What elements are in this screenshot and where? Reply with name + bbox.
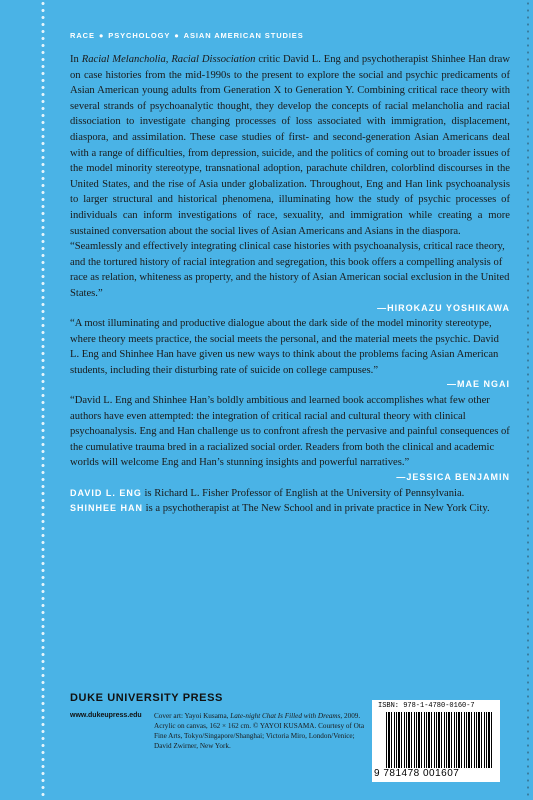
- publisher-website: www.dukeupress.edu: [70, 712, 142, 719]
- credit-prefix: Cover art: Yayoi Kusama,: [154, 712, 231, 720]
- blurb-author-benjamin: —JESSICA BENJAMIN: [396, 472, 510, 483]
- blurb-yoshikawa: “Seamlessly and effectively integrating clinical case histories with psychoanalysis, critical race theory, and the tortured history of racial integration and segregation, this book offers a compelling analysis of race as relation, whiteness as property, and the history of Asian American social exclusion in the United States.”: [70, 241, 510, 299]
- book-description: [70, 52, 510, 239]
- blurb-ngai: “A most illuminating and productive dialogue about the dark side of the model minority stereotype, where theory meets practice, the social meets the personal, and the material meets the psychic. David L. Eng and Shinhee Han have given us new ways to think about the problems facing Asian American students, including their disturbing rate of suicide on college campuses.”: [70, 318, 499, 376]
- author-bios: [70, 486, 510, 517]
- description-body: critic David L. Eng and psychotherapist Shinhee Han draw on case histories from the mid-1990s to the present to explore the social and psychic predicaments of Asian American young adults from Generation X to Generation Y. Combining critical race theory with several strands of psychoanalytic thought, they develop the concepts of racial melancholia and racial dissociation to investigate changing processes of loss associated with immigration, displacement, diaspora, and assimilation. These case studies of first- and second-generation Asian Americans deal with a range of difficulties, from depression, suicide, and the politics of coming out to broader issues of the model minority stereotype, transnational adoption, parachute children, colorblind discourses in the United States, and the rise of Asia under globalization. Throughout, Eng and Han link psychoanalysis to larger structural and historical phenomena, illuminating how the study of psychic processes of individuals can inform investigations of race, sexuality, and immigration while creating a more sustained conversation about the social lives of Asian Americans and Asians in the diaspora.: [70, 54, 510, 237]
- blurb-benjamin: “David L. Eng and Shinhee Han’s boldly ambitious and learned book accomplishes what few other authors have even attempted: the integration of critical racial and cultural theory with clinical psychoanalysis. Eng and Han challenge us to confront afresh the pervasive and painful consequences of the cumulative trauma bred in a racialized social order. Readers from both the clinical and academic worlds will welcome Eng and Han’s stunning insights and powerful narratives.”: [70, 395, 510, 469]
- publisher-name: DUKE UNIVERSITY PRESS: [70, 692, 223, 704]
- dotted-right-border: [525, 0, 531, 800]
- subject-psychology: PSYCHOLOGY: [108, 31, 171, 40]
- author-name-han: SHINHEE HAN: [70, 503, 144, 514]
- author-bio-han: is a psychotherapist at The New School and in private practice in New York City.: [143, 503, 490, 515]
- subject-race: RACE: [70, 31, 95, 40]
- dotted-left-border: [40, 0, 46, 800]
- cover-art-credit: [154, 711, 372, 751]
- bullet-separator: ●: [98, 31, 105, 40]
- back-cover-text: [70, 52, 510, 517]
- artwork-title: Late-night Chat Is Filled with Dreams: [230, 712, 341, 720]
- author-name-eng: DAVID L. ENG: [70, 487, 142, 498]
- isbn-label: ISBN: 978-1-4780-0160-7: [378, 702, 475, 710]
- barcode-icon: [386, 712, 492, 768]
- description-lead-in: In: [70, 54, 82, 65]
- bullet-separator: ●: [174, 31, 180, 40]
- credit-suffix: , 2009. Acrylic on canvas, 162 × 162 cm. © YAYOI KUSAMA. Courtesy of Ota Fine Arts, Tokyo/Singapore/Shanghai; Victoria Miro, London/Venice; David Zwirner, New York.: [154, 712, 365, 750]
- subject-asian-american-studies: ASIAN AMERICAN STUDIES: [183, 31, 304, 40]
- author-bio-eng: is Richard L. Fisher Professor of English at the University of Pennsylvania.: [141, 487, 465, 499]
- book-title: Racial Melancholia, Racial Dissociation: [81, 54, 256, 65]
- barcode-number: 9 781478 001607: [374, 768, 460, 779]
- isbn-barcode: [372, 700, 500, 782]
- subject-categories: [70, 31, 304, 40]
- blurb-author-ngai: —MAE NGAI: [447, 379, 510, 390]
- blurb-author-yoshikawa: —HIROKAZU YOSHIKAWA: [377, 302, 510, 313]
